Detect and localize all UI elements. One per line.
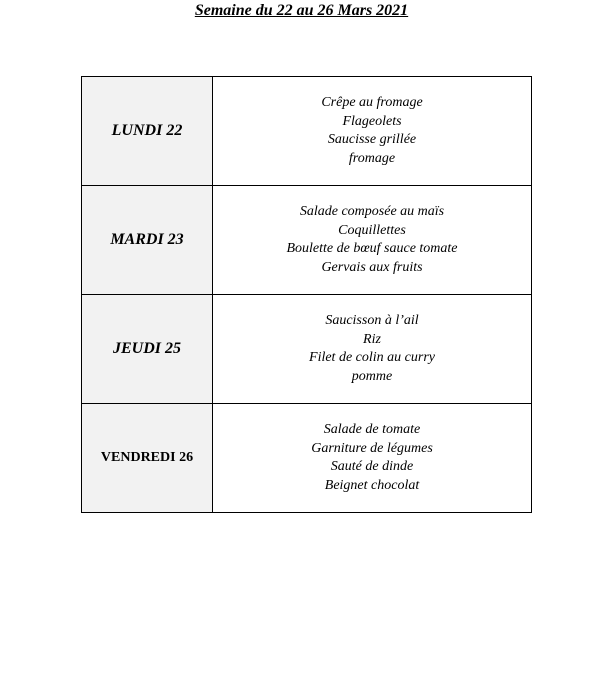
day-label-monday: LUNDI 22 — [82, 77, 213, 186]
dish-item: Sauté de dinde — [330, 459, 414, 474]
dish-item: Salade de tomate — [323, 422, 421, 437]
dish-item: pomme — [351, 368, 393, 384]
day-label-friday: VENDREDI 26 — [82, 404, 213, 513]
dish-item: Garniture de légumes — [311, 440, 433, 456]
dish-item: Gervais aux fruits — [321, 259, 423, 275]
dish-item: Saucisson à l’ail — [325, 313, 419, 328]
table-row-monday — [82, 77, 532, 186]
day-label-tuesday: MARDI 23 — [82, 186, 213, 295]
table-row-tuesday — [82, 186, 532, 295]
dishes-monday — [213, 77, 532, 186]
table-row-thursday — [82, 295, 532, 404]
dishes-thursday — [213, 295, 532, 404]
dish-item: fromage — [348, 150, 396, 166]
dish-item: Boulette de bœuf sauce tomate — [286, 241, 458, 256]
dish-item: Crêpe au fromage — [321, 95, 423, 110]
dish-item: Saucisse grillée — [327, 132, 417, 147]
menu-table — [81, 76, 532, 513]
dish-item: Riz — [363, 331, 381, 347]
dish-item: Coquillettes — [338, 222, 406, 238]
dishes-tuesday — [213, 186, 532, 295]
dish-item: Salade composée au maïs — [299, 204, 445, 219]
table-row-friday — [82, 404, 532, 513]
dish-item: Filet de colin au curry — [309, 350, 435, 365]
dishes-friday — [213, 404, 532, 513]
page-title: Semaine du 22 au 26 Mars 2021 — [194, 2, 409, 19]
dish-item: Flageolets — [342, 113, 402, 129]
day-label-thursday: JEUDI 25 — [82, 295, 213, 404]
dish-item: Beignet chocolat — [324, 477, 420, 493]
